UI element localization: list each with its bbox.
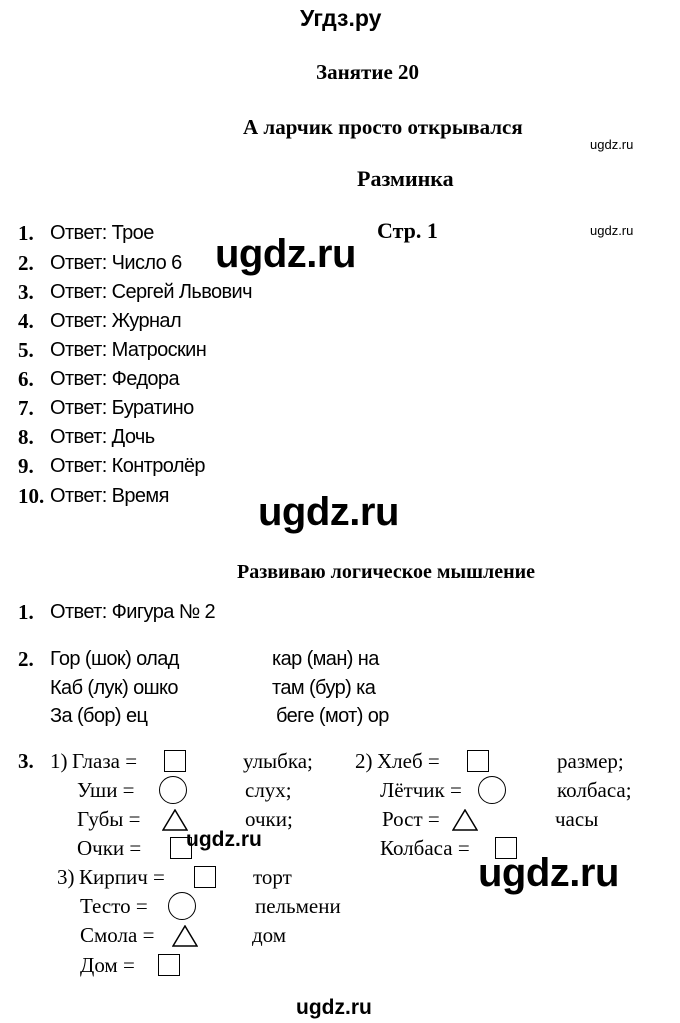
shape-word: Хлеб = <box>377 749 440 773</box>
shape-word: Лётчик = <box>380 778 462 802</box>
answer-text: Ответ: Матроскин <box>50 339 207 361</box>
group-label: 3) <box>57 865 75 889</box>
lesson-title: Занятие 20 <box>316 60 420 84</box>
item-number: 6. <box>18 367 34 391</box>
item-number: 9. <box>18 454 34 478</box>
group-label: 1) <box>50 749 68 773</box>
answer-text: Ответ: Журнал <box>50 310 182 332</box>
page-label: Стр. 1 <box>377 218 438 243</box>
watermark: ugdz.ru <box>296 996 372 1019</box>
topic-title: А ларчик просто открывался <box>243 115 523 139</box>
word-puzzle: За (бор) ец <box>50 705 148 727</box>
circle-icon <box>168 892 196 920</box>
site-header: Угдз.ру <box>300 5 382 31</box>
section-title: Разминка <box>357 166 454 191</box>
square-icon <box>164 750 186 772</box>
item-number: 3. <box>18 749 34 773</box>
item-number: 3. <box>18 280 34 304</box>
watermark: ugdz.ru <box>478 851 619 895</box>
circle-icon <box>478 776 506 804</box>
shape-answer: торт <box>253 865 292 889</box>
item-number: 4. <box>18 309 34 333</box>
item-number: 10. <box>18 484 45 508</box>
item-number: 8. <box>18 425 34 449</box>
shape-answer: часы <box>555 807 599 831</box>
answer-text: Ответ: Время <box>50 485 169 507</box>
answer-text: Ответ: Фигура № 2 <box>50 601 216 623</box>
square-icon <box>194 866 216 888</box>
shape-answer: пельмени <box>255 894 341 918</box>
square-icon <box>158 954 180 976</box>
watermark: ugdz.ru <box>215 232 356 276</box>
watermark: ugdz.ru <box>590 223 634 238</box>
word-puzzle: Гор (шок) олад <box>50 648 179 670</box>
word-puzzle: там (бур) ка <box>272 677 376 699</box>
answer-text: Ответ: Трое <box>50 222 154 244</box>
item-number: 1. <box>18 600 34 624</box>
answer-text: Ответ: Дочь <box>50 426 155 448</box>
shape-word: Колбаса = <box>380 836 470 860</box>
watermark: ugdz.ru <box>258 490 399 534</box>
shape-word: Очки = <box>77 836 142 860</box>
shape-answer: улыбка; <box>243 749 313 773</box>
shape-word: Смола = <box>80 923 155 947</box>
logic-heading: Развиваю логическое мышление <box>237 561 536 583</box>
shape-answer: размер; <box>557 749 624 773</box>
watermark: ugdz.ru <box>186 828 262 851</box>
item-number: 1. <box>18 221 34 245</box>
shape-answer: дом <box>252 923 287 947</box>
item-number: 5. <box>18 338 34 362</box>
word-puzzle: беге (мот) ор <box>276 705 389 727</box>
answer-text: Ответ: Число 6 <box>50 252 182 274</box>
shape-answer: слух; <box>245 778 292 802</box>
shape-word: Глаза = <box>72 749 138 773</box>
square-icon <box>467 750 489 772</box>
group-label: 2) <box>355 749 373 773</box>
answer-text: Ответ: Федора <box>50 368 179 390</box>
shape-word: Дом = <box>80 953 135 977</box>
shape-answer: колбаса; <box>557 778 632 802</box>
shape-word: Губы = <box>77 807 141 831</box>
shape-answer: очки; <box>245 807 293 831</box>
circle-icon <box>159 776 187 804</box>
item-number: 2. <box>18 647 34 671</box>
item-number: 2. <box>18 251 34 275</box>
word-puzzle: кар (ман) на <box>272 648 379 670</box>
answer-text: Ответ: Сергей Львович <box>50 281 252 303</box>
shape-word: Кирпич = <box>79 865 165 889</box>
shape-word: Рост = <box>382 807 440 831</box>
watermark: ugdz.ru <box>590 137 634 152</box>
answer-text: Ответ: Контролёр <box>50 455 205 477</box>
answer-text: Ответ: Буратино <box>50 397 194 419</box>
item-number: 7. <box>18 396 34 420</box>
shape-word: Уши = <box>77 778 135 802</box>
shape-word: Тесто = <box>80 894 148 918</box>
word-puzzle: Каб (лук) ошко <box>50 677 178 699</box>
